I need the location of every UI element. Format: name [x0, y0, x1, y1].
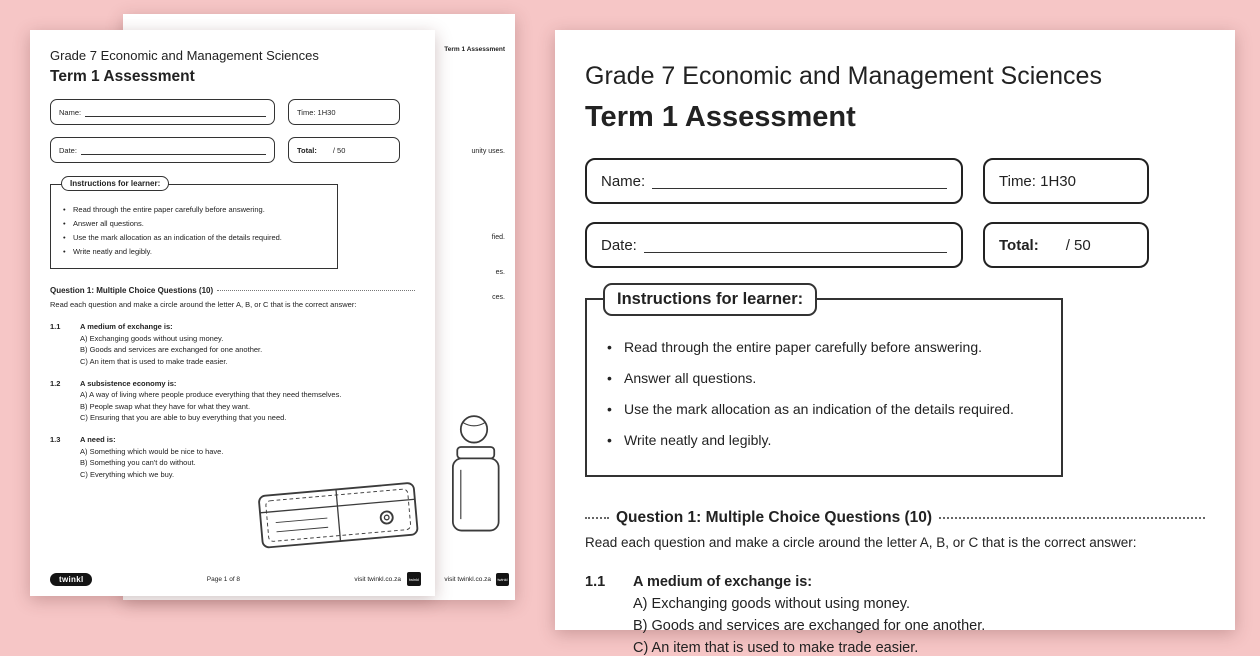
page-number: Page 1 of 8: [206, 575, 241, 583]
write-line: [644, 252, 947, 253]
mcq-option: B) People swap what they have for what they want.: [80, 401, 251, 411]
mcq-option: B) Goods and services are exchanged for one another.: [80, 345, 263, 354]
instruction-item: • Write neatly and legibly.: [607, 432, 1045, 448]
question1-heading-row: [50, 286, 415, 295]
header-fields: [585, 158, 1205, 268]
twinkl-cube-logo: twinkl: [496, 573, 509, 586]
page2-text-fragment: ces.: [492, 294, 505, 301]
instructions-title: Instructions for learner:: [61, 176, 169, 191]
worksheet-subtitle: Term 1 Assessment: [585, 101, 856, 133]
total-value: / 50: [1065, 236, 1091, 254]
twinkl-logo: twinkl: [50, 573, 92, 586]
mcq-body: [80, 379, 341, 423]
page1-footer: [50, 572, 421, 586]
mcq-prompt: A subsistence economy is:: [80, 378, 177, 388]
name-label: Name:: [59, 107, 82, 117]
mcq-body: [80, 322, 262, 366]
worksheet-page-zoomed: [555, 30, 1235, 656]
question1-heading-row: [585, 509, 1205, 527]
write-line: [652, 188, 947, 189]
time-field: [288, 99, 400, 125]
page2-footer: [444, 573, 509, 586]
date-label: Date:: [59, 145, 77, 155]
header-fields: [50, 99, 415, 163]
instruction-item: • Read through the entire paper carefully before answering.: [63, 205, 327, 214]
dotted-divider: [585, 517, 609, 519]
name-field: [50, 99, 275, 125]
total-value: / 50: [332, 145, 346, 155]
mcq-number: 1.3: [50, 435, 61, 444]
instruction-item: • Answer all questions.: [607, 370, 1045, 386]
mcq-number: 1.1: [50, 322, 61, 331]
time-label: Time: 1H30: [999, 172, 1076, 190]
date-field: [50, 137, 275, 163]
dotted-divider: [939, 517, 1205, 519]
instruction-item: • Answer all questions.: [63, 219, 327, 228]
instruction-item: • Write neatly and legibly.: [63, 247, 327, 256]
instructions-box: [50, 179, 338, 269]
page2-text-fragment: fied.: [491, 234, 505, 241]
total-label: Total:: [999, 236, 1039, 254]
visit-url-text: visit twinkl.co.za: [354, 575, 401, 583]
write-line: [81, 154, 266, 155]
total-label: Total:: [297, 145, 317, 155]
mcq-option: B) Goods and services are exchanged for one another.: [633, 618, 986, 634]
dotted-divider: [217, 290, 415, 291]
write-line: [85, 116, 266, 117]
mcq-option: B) Something you can't do without.: [80, 458, 196, 467]
jar-illustration: [435, 410, 513, 542]
page2-text-fragment: es.: [495, 269, 505, 276]
mcq-prompt: A need is:: [80, 435, 116, 444]
mcq-item-1-3: [50, 435, 415, 479]
page2-header-text: Term 1 Assessment: [444, 46, 505, 53]
mcq-number: 1.2: [50, 378, 61, 388]
mcq-item-1-2: [50, 379, 415, 423]
mcq-option: C) An item that is used to make trade easier.: [80, 356, 228, 366]
worksheet-title: Grade 7 Economic and Management Sciences: [50, 48, 319, 63]
worksheet-page-1: [30, 30, 435, 596]
worksheet-subtitle: Term 1 Assessment: [50, 68, 195, 85]
instructions-title: Instructions for learner:: [603, 283, 817, 316]
instruction-item: • Read through the entire paper carefully before answering.: [607, 339, 1045, 355]
footer-right: [354, 572, 421, 586]
instructions-box: [585, 290, 1063, 477]
mcq-option: A) A way of living where people produce everything that they need themselves.: [80, 390, 342, 399]
mcq-item-1-1: [585, 574, 1205, 656]
mcq-prompt: A medium of exchange is:: [633, 574, 813, 590]
time-label: Time: 1H30: [297, 107, 336, 117]
twinkl-cube-logo: twinkl: [407, 572, 421, 586]
name-field: [585, 158, 963, 204]
mcq-body: [80, 435, 223, 479]
mcq-option: C) Everything which we buy.: [80, 469, 175, 479]
mcq-option: A) Exchanging goods without using money.: [633, 596, 911, 612]
question1-intro: Read each question and make a circle around the letter A, B, or C that is the correct answer:: [585, 535, 1137, 550]
worksheet-title: Grade 7 Economic and Management Sciences: [585, 62, 1102, 90]
question1-intro: Read each question and make a circle around the letter A, B, or C that is the correct answer:: [50, 300, 357, 309]
date-field: [585, 222, 963, 268]
instruction-item: • Use the mark allocation as an indication of the details required.: [607, 401, 1045, 417]
page2-text-fragment: unity uses.: [471, 148, 505, 155]
mcq-option: C) An item that is used to make trade easier.: [633, 640, 919, 656]
visit-url-text: visit twinkl.co.za: [444, 576, 491, 583]
question1-heading: Question 1: Multiple Choice Questions (10): [50, 286, 214, 295]
mcq-item-1-1: [50, 322, 415, 366]
mcq-body: [633, 574, 985, 656]
time-field: [983, 158, 1149, 204]
name-label: Name:: [601, 172, 646, 190]
question1-heading: Question 1: Multiple Choice Questions (10): [616, 509, 933, 526]
date-label: Date:: [601, 236, 637, 254]
mcq-prompt: A medium of exchange is:: [80, 322, 173, 331]
instruction-item: • Use the mark allocation as an indication of the details required.: [63, 233, 327, 242]
mcq-option: A) Exchanging goods without using money.: [80, 333, 224, 343]
total-field: [983, 222, 1149, 268]
mcq-number: 1.1: [585, 574, 606, 590]
wallet-illustration: [253, 478, 429, 552]
total-field: [288, 137, 400, 163]
mcq-option: A) Something which would be nice to have.: [80, 446, 224, 456]
mcq-option: C) Ensuring that you are able to buy everything that you need.: [80, 413, 287, 422]
